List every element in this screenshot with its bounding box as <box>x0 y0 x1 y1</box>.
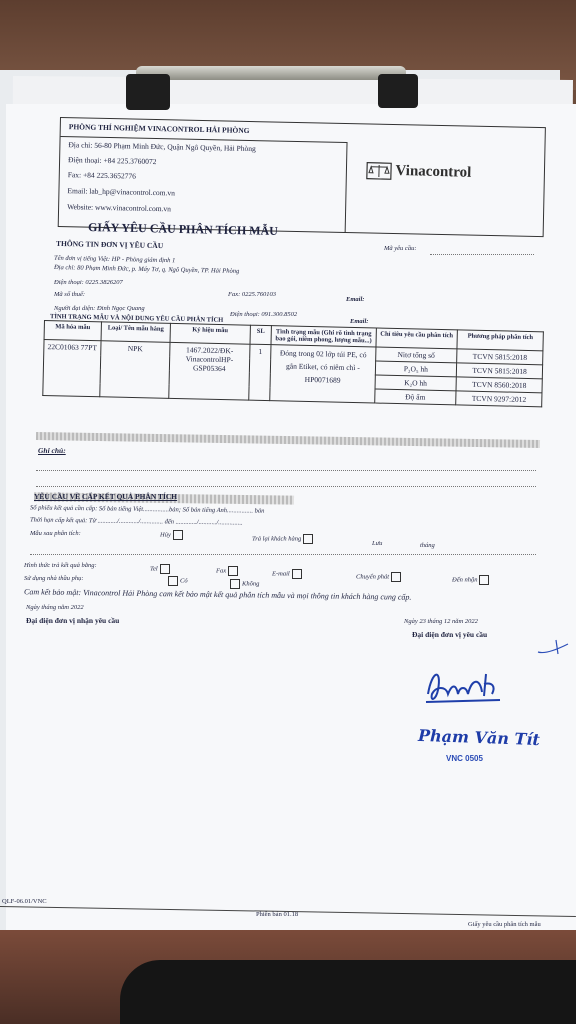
return-checkbox[interactable] <box>303 534 313 544</box>
pickup-checkbox[interactable] <box>479 575 489 585</box>
col-header-qty: SL <box>250 325 272 344</box>
sample-code: 22C01063 77PT <box>43 340 101 397</box>
scales-icon <box>366 162 396 179</box>
email-label: E-mail <box>272 570 290 578</box>
store-label: Lưu <box>372 540 383 547</box>
col-header-code: Mã hóa mẫu <box>44 321 101 341</box>
no-label: Không <box>242 580 260 588</box>
lab-header-box <box>58 117 546 237</box>
col-header-type: Loại/ Tên mẫu hàng <box>101 322 171 343</box>
method-cell: TCVN 5815:2018 <box>457 349 543 365</box>
method-cell: TCVN 9297:2012 <box>456 391 542 407</box>
criterion-cell: Nitơ tổng số <box>375 347 457 363</box>
lab-name: PHÒNG THÍ NGHIỆM VINACONTROL HẢI PHÒNG <box>68 122 250 135</box>
sample-type: NPK <box>100 341 170 399</box>
after-analysis-label: Mẫu sau phân tích: <box>30 530 81 537</box>
post-label: Chuyển phát <box>356 573 390 581</box>
notes-label: Ghi chú: <box>38 446 66 455</box>
col-header-criterion: Chỉ tiêu yêu cầu phân tích <box>376 328 458 349</box>
footer-version: Phiên bản 01.18 <box>256 911 299 918</box>
handwritten-signature <box>422 664 512 708</box>
pickup-label: Đến nhận <box>452 576 478 584</box>
signer-name: Phạm Văn Tít <box>417 725 541 750</box>
sample-condition: Đóng trong 02 lớp túi PE, có gắn Etiket, có niêm chì - HP0071689 <box>270 345 376 403</box>
tax-code: Mã số thuế: <box>54 291 86 298</box>
option-tel[interactable] <box>150 564 172 574</box>
fax-label: Fax <box>216 567 227 575</box>
lab-phone: Điện thoại: +84 225.3760072 <box>68 155 157 167</box>
request-code-field[interactable] <box>430 254 534 255</box>
footer-doc-name: Giấy yêu cầu phân tích mẫu <box>468 921 541 928</box>
right-signature-title: Đại diện đơn vị yêu cầu <box>412 630 488 639</box>
unit-fax: Fax: 0225.760103 <box>228 291 277 298</box>
logo-text: Vinacontrol <box>395 162 472 181</box>
fax-checkbox[interactable] <box>228 566 238 576</box>
shoe <box>120 960 576 1024</box>
clip-hinge-right <box>378 74 418 108</box>
result-deadline: Thời hạn cấp kết quả: Từ ............/............/.............. đến ............./.........../............... <box>29 516 243 527</box>
right-date: Ngày 23 tháng 12 năm 2022 <box>404 618 478 625</box>
return-label: Trả lại khách hàng <box>252 535 302 543</box>
result-copies: Số phiếu kết quả cần cấp: Số bản tiếng Việt................bản; Số bản tiếng Anh................ bản <box>29 504 265 515</box>
rep-email: Email: <box>350 318 369 325</box>
destroy-label: Hủy <box>160 531 171 539</box>
vinacontrol-logo <box>366 162 472 183</box>
yes-label: Có <box>180 577 188 585</box>
unit-address: Địa chỉ: 80 Phạm Minh Đức, p. Máy Tơ, q. Ngô Quyền, TP. Hải Phòng <box>53 264 240 275</box>
lab-email: Email: lab_hp@vinacontrol.com.vn <box>67 186 176 198</box>
unit-phone: Điện thoại: 0225.3826207 <box>54 279 123 286</box>
option-pickup[interactable] <box>452 575 491 585</box>
header-divider <box>345 142 348 232</box>
option-return[interactable] <box>252 534 315 544</box>
form-title: GIẤY YÊU CẦU PHÂN TÍCH MẪU <box>87 220 279 238</box>
rep-phone: Điện thoại: 091.300.8502 <box>230 311 298 318</box>
email-checkbox[interactable] <box>292 569 302 579</box>
option-post[interactable] <box>356 572 403 582</box>
sample-mark: 1467.2022/ĐK-VinacontrolHP-GSP05364 <box>169 342 250 400</box>
option-yes[interactable] <box>166 576 188 586</box>
method-cell: TCVN 5815:2018 <box>457 363 543 379</box>
section-sample: TÌNH TRẠNG MẪU VÀ NỘI DUNG YÊU CẦU PHÂN TÍCH <box>49 313 224 324</box>
footer-code: QLF-06.01/VNC <box>2 898 47 905</box>
destroy-checkbox[interactable] <box>173 530 183 540</box>
left-date: Ngày tháng năm 2022 <box>26 604 84 611</box>
clip-bar <box>136 66 406 80</box>
lab-fax: Fax: +84 225.3652776 <box>67 170 137 181</box>
no-checkbox[interactable] <box>230 579 240 589</box>
sample-qty: 1 <box>248 344 271 400</box>
notes-line-2[interactable] <box>36 486 536 487</box>
notes-line-1[interactable] <box>36 470 536 471</box>
section-client: THÔNG TIN ĐƠN VỊ YÊU CẦU <box>55 238 164 251</box>
commitment-text: Cam kết bảo mật: Vinacontrol Hải Phòng cam kết bảo mật kết quả phân tích mẫu và mọi thông tin khách hàng cung cấp. <box>23 587 412 602</box>
post-checkbox[interactable] <box>391 572 401 582</box>
months-label: tháng <box>420 542 435 549</box>
col-header-condition: Tình trạng mẫu (Ghi rõ tình trạng bao gói, niêm phong, lượng mẫu...) <box>271 326 376 347</box>
option-fax[interactable] <box>216 566 240 576</box>
lab-address: Địa chỉ: 56-80 Phạm Minh Đức, Quận Ngô Quyền, Hải Phòng <box>68 140 256 154</box>
yes-checkbox[interactable] <box>168 576 178 586</box>
unit-email: Email: <box>346 296 365 303</box>
lab-website: Website: www.vinacontrol.com.vn <box>67 202 172 214</box>
representative: Người đại diện: Đinh Ngọc Quang <box>54 305 145 312</box>
signer-code: VNC 0505 <box>446 754 483 763</box>
method-cell: TCVN 8560:2018 <box>456 377 542 393</box>
col-header-method: Phương pháp phân tích <box>457 330 543 351</box>
tel-checkbox[interactable] <box>160 564 170 574</box>
delivery-label: Hình thức trả kết quả bằng: <box>24 562 97 569</box>
tel-label: Tel <box>150 565 158 573</box>
criterion-cell: Độ ẩm <box>374 389 456 405</box>
request-code-label: Mã yêu cầu: <box>384 245 417 252</box>
left-signature-title: Đại diện đơn vị nhận yêu cầu <box>26 616 120 625</box>
option-email[interactable] <box>272 569 304 579</box>
col-header-mark: Ký hiệu mẫu <box>170 323 250 344</box>
subcontract-label: Sử dụng nhà thầu phụ: <box>24 575 84 582</box>
unit-name: Tên đơn vị tiếng Việt: HP - Phòng giám định 1 <box>53 254 176 265</box>
results-section-title: YÊU CẦU VỀ CẤP KẾT QUẢ PHÂN TÍCH <box>34 492 178 501</box>
sample-table <box>42 320 544 407</box>
signature-mark <box>536 636 570 658</box>
criterion-cell: P₂O₅ hh <box>375 361 457 377</box>
clip-hinge-left <box>126 74 170 110</box>
criterion-cell: K₂O hh <box>375 375 457 391</box>
blank-line[interactable] <box>30 554 536 555</box>
option-destroy[interactable] <box>160 530 185 540</box>
option-no[interactable] <box>228 579 259 589</box>
